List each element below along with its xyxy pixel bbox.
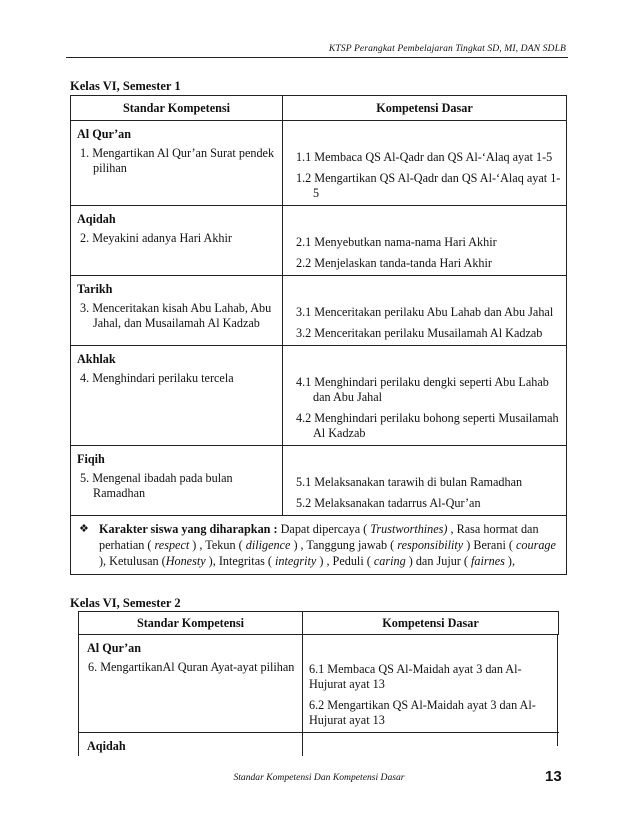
sk-text: 1. Mengartikan Al Qur’an Surat pendek pilihan <box>80 146 275 175</box>
karakter-cell <box>71 516 567 575</box>
sk-text: 2. Meyakini adanya Hari Akhir <box>80 231 232 245</box>
sk-text: 3. Menceritakan kisah Abu Lahab, Abu Jahal, dan Musailamah Al Kadzab <box>80 301 272 330</box>
sk-cell <box>79 733 303 757</box>
section-title-semester-2: Kelas VI, Semester 2 <box>70 596 181 610</box>
table-header-row <box>71 96 567 121</box>
column-header-sk: Standar Kompetensi <box>71 96 283 121</box>
kd-item: 3.2 Menceritakan perilaku Musailamah Al Kadzab <box>296 326 543 340</box>
category-label: Aqidah <box>87 739 126 753</box>
kd-cell <box>283 206 567 276</box>
category-label: Al Qur’an <box>87 641 142 655</box>
kd-cell <box>303 635 559 733</box>
sk-cell <box>71 276 283 346</box>
competency-table-semester-2 <box>78 611 559 756</box>
sk-text: 6. MengartikanAl Quran Ayat-ayat pilihan <box>88 660 295 674</box>
table-row <box>71 206 567 276</box>
category-label: Tarikh <box>77 282 113 296</box>
column-header-sk: Standar Kompetensi <box>79 612 303 635</box>
kd-item: 6.2 Mengartikan QS Al-Maidah ayat 3 dan Al-Hujurat ayat 13 <box>309 698 536 727</box>
kd-item: 5.1 Melaksanakan tarawih di bulan Ramadhan <box>296 475 523 489</box>
kd-cell <box>283 121 567 206</box>
sk-cell <box>71 446 283 516</box>
category-label: Aqidah <box>77 212 116 226</box>
category-label: Akhlak <box>77 352 116 366</box>
kd-item: 4.2 Menghindari perilaku bohong seperti Musailamah Al Kadzab <box>296 411 559 440</box>
table-right-border <box>557 634 558 746</box>
table-row <box>71 276 567 346</box>
kd-item: 6.1 Membaca QS Al-Maidah ayat 3 dan Al-Hujurat ayat 13 <box>309 662 522 691</box>
sk-text: 5. Mengenal ibadah pada bulan Ramadhan <box>80 471 233 500</box>
karakter-text: Karakter siswa yang diharapkan : Dapat dipercaya ( Trustworthines) , Rasa hormat dan perhatian ( respect ) , Tekun ( diligence ) , Tanggung jawab ( responsibility ) Berani ( courage ), Ketulusan (Honesty ), Integritas ( integrity ) , Peduli ( caring ) dan Jujur ( fairnes ), <box>99 522 556 568</box>
sk-text: 4. Menghindari perilaku tercela <box>80 371 234 385</box>
kd-cell <box>283 346 567 446</box>
page-number: 13 <box>545 768 562 785</box>
kd-item: 5.2 Melaksanakan tadarrus Al-Qur’an <box>296 496 481 510</box>
diamond-bullet-icon: ❖ <box>79 523 89 535</box>
section-title-semester-1: Kelas VI, Semester 1 <box>70 79 181 93</box>
kd-cell <box>283 446 567 516</box>
sk-cell <box>71 121 283 206</box>
header-rule <box>66 57 568 58</box>
category-label: Al Qur’an <box>77 127 132 141</box>
table-row <box>79 635 559 733</box>
kd-cell <box>303 733 559 757</box>
table-row <box>71 121 567 206</box>
table-row <box>71 346 567 446</box>
kd-item: 1.1 Membaca QS Al-Qadr dan QS Al-‘Alaq ayat 1-5 <box>296 150 553 164</box>
karakter-row <box>71 516 567 575</box>
footer-title: Standar Kompetensi Dan Kompetensi Dasar <box>233 772 405 783</box>
kd-item: 1.2 Mengartikan QS Al-Qadr dan QS Al-‘Alaq ayat 1-5 <box>296 171 561 200</box>
competency-table-semester-1 <box>70 95 567 575</box>
kd-item: 4.1 Menghindari perilaku dengki seperti Abu Lahab dan Abu Jahal <box>296 375 549 404</box>
kd-cell <box>283 276 567 346</box>
table-header-row <box>79 612 559 635</box>
sk-cell <box>71 206 283 276</box>
kd-item: 2.2 Menjelaskan tanda-tanda Hari Akhir <box>296 256 492 270</box>
column-header-kd: Kompetensi Dasar <box>303 612 559 635</box>
column-header-kd: Kompetensi Dasar <box>283 96 567 121</box>
running-header: KTSP Perangkat Pembelajaran Tingkat SD, MI, DAN SDLB <box>328 43 566 54</box>
table-row <box>79 733 559 757</box>
category-label: Fiqih <box>77 452 105 466</box>
sk-cell <box>79 635 303 733</box>
kd-item: 3.1 Menceritakan perilaku Abu Lahab dan Abu Jahal <box>296 305 554 319</box>
kd-item: 2.1 Menyebutkan nama-nama Hari Akhir <box>296 235 497 249</box>
table-row <box>71 446 567 516</box>
sk-cell <box>71 346 283 446</box>
